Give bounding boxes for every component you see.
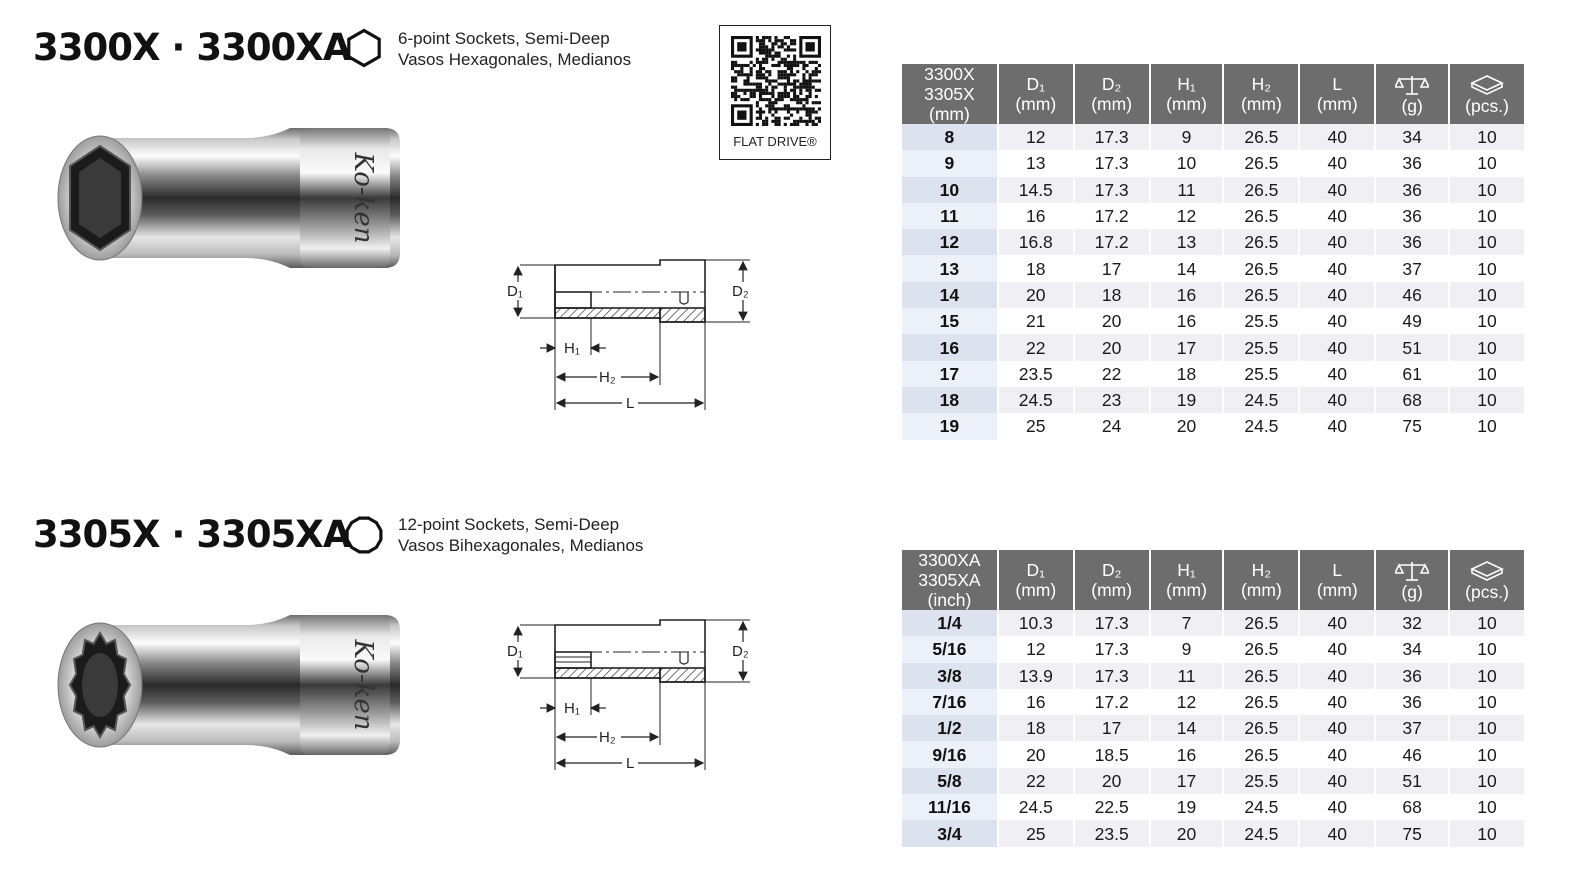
table-cell: 12: [999, 124, 1073, 150]
table-cell: 16: [1176, 744, 1197, 765]
table-row: [902, 768, 1524, 794]
table-cell: 18: [999, 715, 1073, 741]
table-cell: 17.2: [1094, 206, 1129, 227]
table-cell: 26.5: [1244, 639, 1279, 660]
table-cell: 75: [1376, 820, 1448, 846]
table-cell: 11: [1151, 177, 1223, 203]
table-cell: 32: [1376, 610, 1448, 636]
table-cell: 10: [1477, 206, 1497, 227]
table-cell: 20: [1075, 334, 1149, 360]
column-header: [1151, 64, 1223, 124]
table-cell: 46: [1376, 282, 1448, 308]
dimension-diagram-12pt: [500, 610, 760, 780]
dimension-diagram-6pt: [500, 250, 760, 420]
table-cell: 40: [1300, 715, 1374, 741]
table-cell: 22.5: [1094, 797, 1129, 818]
table-cell: 26.5: [1244, 692, 1279, 713]
table-cell: 24: [1101, 416, 1122, 437]
table-cell: 17.3: [1075, 663, 1149, 689]
table-row: [902, 689, 1524, 715]
table-cell: 17.3: [1075, 610, 1149, 636]
table-cell: 13.9: [999, 663, 1073, 689]
table-cell: 16.8: [999, 229, 1073, 255]
table-cell: 10: [1477, 797, 1497, 818]
size-cell: 3/4: [902, 820, 997, 846]
table-cell: 23.5: [1075, 820, 1149, 846]
table-row: [902, 663, 1524, 689]
desc-spanish: Vasos Hexagonales, Medianos: [398, 50, 632, 69]
table-cell: 40: [1300, 663, 1374, 689]
size-cell: 13: [902, 255, 997, 281]
column-header: [1075, 64, 1149, 124]
desc-english: 6-point Sockets, Semi-Deep: [398, 29, 610, 48]
size-cell: 19: [902, 413, 997, 439]
section-2-description: [398, 514, 643, 556]
table-cell: 22: [999, 768, 1073, 794]
product-image-6pt: [55, 118, 415, 278]
table-cell: 10: [1450, 282, 1524, 308]
column-header: [1224, 64, 1298, 124]
table-row: [902, 741, 1524, 767]
table-cell: 40: [1327, 744, 1347, 765]
table-cell: 40: [1327, 692, 1347, 713]
table-cell: 17.3: [1075, 177, 1149, 203]
size-cell: 15: [902, 308, 997, 334]
table-cell: 13: [1026, 153, 1046, 174]
table-cell: 40: [1300, 334, 1374, 360]
table-cell: 40: [1327, 311, 1347, 332]
column-header: [1300, 550, 1374, 610]
spec-table-mm: [900, 64, 1526, 440]
table-cell: 12: [1026, 639, 1046, 660]
table-row: [902, 610, 1524, 636]
table-cell: 10: [1450, 610, 1524, 636]
column-header-label: D₁ (mm): [1015, 560, 1057, 600]
size-cell: 11: [902, 203, 997, 229]
table-cell: 18.5: [1094, 744, 1129, 765]
column-header-label: D₁ (mm): [1015, 74, 1057, 114]
table-row: [902, 308, 1524, 334]
table-row: [902, 820, 1524, 846]
column-header-label: D₂ (mm): [1091, 560, 1133, 600]
table-cell: 40: [1300, 610, 1374, 636]
table-row: [902, 715, 1524, 741]
table-cell: 51: [1376, 334, 1448, 360]
section-1-description: [398, 28, 631, 70]
size-cell: 5/16: [902, 636, 997, 662]
table-cell: 17.2: [1075, 229, 1149, 255]
table-cell: 17.3: [1094, 639, 1129, 660]
column-header-label: (pcs.): [1465, 582, 1509, 602]
table-cell: 40: [1300, 768, 1374, 794]
table-row: [902, 229, 1524, 255]
label-d1: D₁: [507, 283, 523, 300]
table-cell: 40: [1327, 153, 1347, 174]
size-cell: 3/8: [902, 663, 997, 689]
table-cell: 36: [1402, 692, 1422, 713]
package-icon: [1470, 560, 1504, 582]
table-row: [902, 255, 1524, 281]
table-cell: 24.5: [1224, 820, 1298, 846]
size-cell: 16: [902, 334, 997, 360]
column-header: [1376, 64, 1448, 124]
column-header: [1151, 550, 1223, 610]
table-cell: 22: [999, 334, 1073, 360]
table-cell: 68: [1402, 797, 1422, 818]
table-cell: 24.5: [1224, 387, 1298, 413]
table-cell: 26.5: [1224, 610, 1298, 636]
spec-table-inch: [900, 550, 1526, 847]
table-cell: 25: [1026, 416, 1046, 437]
dodecagon-icon: [344, 515, 384, 555]
section-2-title: 3305X · 3305XA: [33, 513, 351, 556]
table-cell: 10: [1450, 229, 1524, 255]
column-header: [1450, 64, 1524, 124]
table-cell: 22: [1101, 363, 1122, 384]
table-cell: 17.3: [1094, 153, 1129, 174]
column-header-label: H₂ (mm): [1240, 74, 1282, 114]
table-cell: 14: [1176, 258, 1197, 279]
table-cell: 20: [1101, 311, 1122, 332]
table-cell: 12: [1176, 206, 1197, 227]
table-cell: 75: [1402, 416, 1422, 437]
table-cell: 24.5: [1018, 797, 1053, 818]
table-cell: 40: [1300, 282, 1374, 308]
size-cell: 17: [902, 361, 997, 387]
product-image-12pt: [55, 605, 415, 765]
table-cell: 40: [1300, 124, 1374, 150]
table-cell: 16: [1151, 282, 1223, 308]
label-l: L: [626, 395, 635, 412]
engraving-text: Ko-ken: [348, 639, 378, 731]
table-row: [902, 334, 1524, 360]
column-header-label: L (mm): [1316, 74, 1358, 114]
table-cell: 36: [1402, 153, 1422, 174]
table-cell: 25.5: [1244, 363, 1279, 384]
table-header-row: [902, 64, 1524, 124]
table-cell: 9: [1151, 124, 1223, 150]
column-header-label: (g): [1401, 582, 1423, 602]
column-header-label: L (mm): [1316, 560, 1358, 600]
table-cell: 26.5: [1224, 282, 1298, 308]
column-header-label: (pcs.): [1465, 96, 1509, 116]
weight-scale-icon: [1395, 560, 1429, 582]
column-header: [999, 550, 1073, 610]
engraving-text: Ko-ken: [348, 152, 378, 244]
table-cell: 20: [1026, 744, 1046, 765]
table-cell: 16: [1176, 311, 1197, 332]
table-cell: 26.5: [1224, 663, 1298, 689]
table-cell: 25: [999, 820, 1073, 846]
table-cell: 10: [1450, 715, 1524, 741]
table-cell: 18: [1026, 258, 1046, 279]
table-cell: 10.3: [999, 610, 1073, 636]
size-cell: 14: [902, 282, 997, 308]
size-cell: 5/8: [902, 768, 997, 794]
package-icon: [1470, 74, 1504, 96]
label-h1: H₁: [564, 340, 580, 357]
column-header: [999, 64, 1073, 124]
table-cell: 34: [1376, 124, 1448, 150]
table-cell: 17: [1151, 334, 1223, 360]
table-cell: 20: [1075, 768, 1149, 794]
table-row: [902, 636, 1524, 662]
table-cell: 14: [1151, 715, 1223, 741]
table-cell: 37: [1376, 715, 1448, 741]
table-cell: 40: [1300, 387, 1374, 413]
label-l: L: [626, 755, 635, 772]
table-cell: 10: [1477, 363, 1497, 384]
table-cell: 34: [1402, 639, 1422, 660]
table-cell: 25.5: [1224, 334, 1298, 360]
table-row: [902, 282, 1524, 308]
table-row: [902, 413, 1524, 439]
table-cell: 26.5: [1244, 153, 1279, 174]
table-cell: 40: [1327, 416, 1347, 437]
table-cell: 10: [1477, 258, 1497, 279]
table-cell: 10: [1450, 177, 1524, 203]
table-cell: 23: [1075, 387, 1149, 413]
table-cell: 10: [1176, 153, 1197, 174]
table-cell: 11: [1151, 663, 1223, 689]
table-cell: 10: [1477, 153, 1497, 174]
column-header: [902, 64, 997, 124]
table-cell: 37: [1402, 258, 1422, 279]
table-cell: 36: [1376, 177, 1448, 203]
table-cell: 26.5: [1224, 177, 1298, 203]
table-cell: 16: [1026, 692, 1046, 713]
table-cell: 46: [1402, 744, 1422, 765]
column-header-label: 3300XA 3305XA (inch): [918, 550, 981, 610]
table-cell: 25.5: [1244, 311, 1279, 332]
table-cell: 19: [1151, 387, 1223, 413]
table-cell: 17.2: [1094, 692, 1129, 713]
table-cell: 20: [999, 282, 1073, 308]
table-header-row: [902, 550, 1524, 610]
table-cell: 40: [1327, 206, 1347, 227]
size-cell: 10: [902, 177, 997, 203]
qr-code-icon: [731, 36, 821, 126]
size-cell: 18: [902, 387, 997, 413]
label-d2: D₂: [732, 643, 749, 660]
qr-caption: FLAT DRIVE®: [733, 134, 817, 149]
table-cell: 17: [1075, 715, 1149, 741]
qr-code[interactable]: [719, 25, 831, 160]
column-header-label: 3300X 3305X (mm): [924, 64, 975, 124]
table-cell: 12: [1176, 692, 1197, 713]
size-cell: 11/16: [902, 794, 997, 820]
size-cell: 12: [902, 229, 997, 255]
table-cell: 10: [1450, 124, 1524, 150]
desc-english: 12-point Sockets, Semi-Deep: [398, 515, 620, 534]
column-header: [1450, 550, 1524, 610]
table-row: [902, 361, 1524, 387]
size-cell: 1/2: [902, 715, 997, 741]
table-cell: 7: [1151, 610, 1223, 636]
table-cell: 20: [1176, 416, 1197, 437]
size-cell: 1/4: [902, 610, 997, 636]
table-cell: 26.5: [1224, 229, 1298, 255]
table-cell: 61: [1402, 363, 1422, 384]
column-header: [902, 550, 997, 610]
table-cell: 17: [1151, 768, 1223, 794]
table-cell: 9: [1181, 639, 1192, 660]
table-cell: 10: [1450, 387, 1524, 413]
table-cell: 36: [1402, 206, 1422, 227]
table-cell: 10: [1477, 692, 1497, 713]
table-row: [902, 203, 1524, 229]
table-cell: 36: [1376, 229, 1448, 255]
table-cell: 10: [1477, 416, 1497, 437]
table-cell: 49: [1402, 311, 1422, 332]
table-cell: 40: [1300, 177, 1374, 203]
label-d2: D₂: [732, 283, 749, 300]
table-cell: 40: [1327, 797, 1347, 818]
label-h2: H₂: [599, 729, 616, 746]
table-cell: 10: [1477, 744, 1497, 765]
table-cell: 24.5: [1244, 797, 1279, 818]
table-cell: 68: [1376, 387, 1448, 413]
table-cell: 19: [1176, 797, 1197, 818]
table-cell: 10: [1450, 820, 1524, 846]
label-h2: H₂: [599, 369, 616, 386]
table-cell: 40: [1327, 363, 1347, 384]
label-h1: H₁: [564, 700, 580, 717]
label-d1: D₁: [507, 643, 523, 660]
table-cell: 26.5: [1244, 206, 1279, 227]
table-cell: 24.5: [1244, 416, 1279, 437]
table-cell: 21: [1026, 311, 1046, 332]
column-header-label: H₁ (mm): [1166, 74, 1207, 114]
column-header-label: H₁ (mm): [1166, 560, 1207, 600]
table-cell: 40: [1300, 229, 1374, 255]
table-cell: 36: [1376, 663, 1448, 689]
weight-scale-icon: [1395, 74, 1429, 96]
table-cell: 18: [1176, 363, 1197, 384]
column-header: [1075, 550, 1149, 610]
table-cell: 40: [1300, 820, 1374, 846]
table-row: [902, 387, 1524, 413]
table-cell: 51: [1376, 768, 1448, 794]
table-cell: 26.5: [1224, 124, 1298, 150]
column-header-label: H₂ (mm): [1240, 560, 1282, 600]
table-cell: 17: [1101, 258, 1122, 279]
table-row: [902, 150, 1524, 176]
table-cell: 10: [1477, 639, 1497, 660]
table-row: [902, 794, 1524, 820]
table-cell: 25.5: [1224, 768, 1298, 794]
table-cell: 10: [1477, 311, 1497, 332]
size-cell: 7/16: [902, 689, 997, 715]
section-1-title: 3300X · 3300XA: [33, 26, 351, 69]
table-cell: 26.5: [1244, 744, 1279, 765]
table-cell: 13: [1151, 229, 1223, 255]
table-cell: 40: [1327, 639, 1347, 660]
desc-spanish: Vasos Bihexagonales, Medianos: [398, 536, 644, 555]
table-cell: 40: [1327, 258, 1347, 279]
table-cell: 10: [1450, 334, 1524, 360]
table-cell: 20: [1151, 820, 1223, 846]
table-row: [902, 177, 1524, 203]
table-cell: 17.3: [1075, 124, 1149, 150]
column-header: [1224, 550, 1298, 610]
table-cell: 24.5: [999, 387, 1073, 413]
column-header: [1376, 550, 1448, 610]
table-cell: 14.5: [999, 177, 1073, 203]
column-header-label: (g): [1401, 96, 1423, 116]
table-cell: 16: [1026, 206, 1046, 227]
size-cell: 9/16: [902, 741, 997, 767]
table-cell: 10: [1450, 663, 1524, 689]
table-cell: 10: [1450, 768, 1524, 794]
table-cell: 26.5: [1224, 715, 1298, 741]
table-row: [902, 124, 1524, 150]
table-cell: 23.5: [1018, 363, 1053, 384]
table-cell: 26.5: [1244, 258, 1279, 279]
size-cell: 9: [902, 150, 997, 176]
column-header: [1300, 64, 1374, 124]
column-header-label: D₂ (mm): [1091, 74, 1133, 114]
table-cell: 18: [1075, 282, 1149, 308]
size-cell: 8: [902, 124, 997, 150]
hexagon-icon: [344, 28, 384, 68]
